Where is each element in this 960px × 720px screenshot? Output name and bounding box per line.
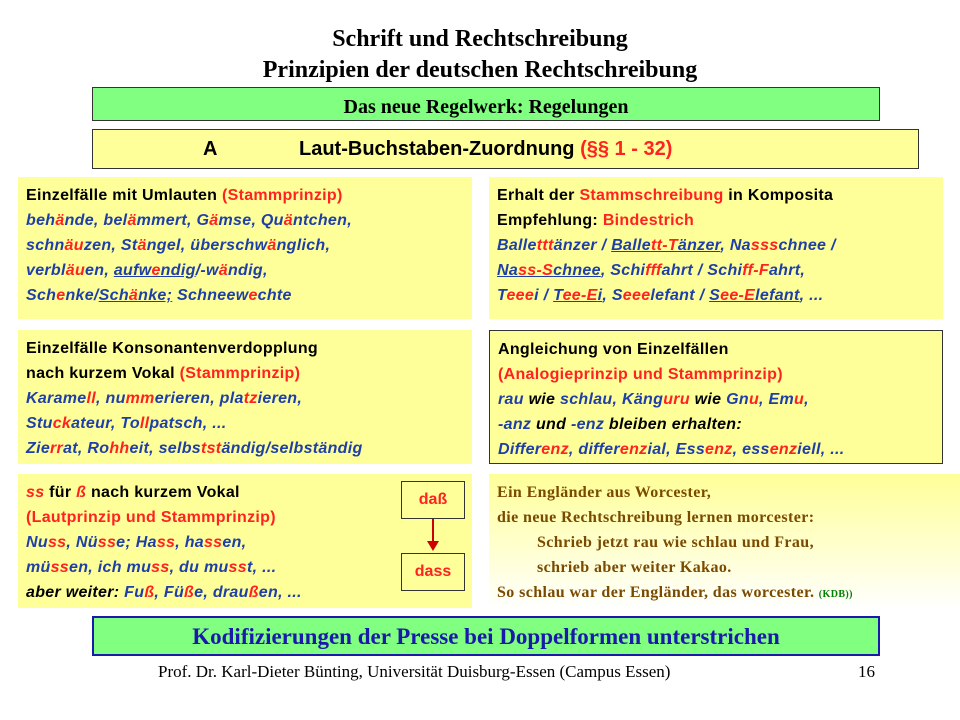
ss-heading-c: ß (76, 484, 87, 501)
angleichung-line-2 (498, 412, 934, 437)
konsonanten-heading: Einzelfälle Konsonantenverdopplung (26, 340, 318, 357)
ss-principle: (Lautprinzip und Stammprinzip) (26, 509, 276, 526)
umlaut-line-3: verbläuen, aufwendig/-wändig, (26, 262, 268, 279)
w: -enz (570, 416, 605, 433)
komposita-heading-c: in Komposita (723, 187, 834, 204)
ss-line-2: müssen, ich muss, du musst, ... (26, 559, 277, 576)
konsonanten-line-2: Stuckateur, Tollpatsch, ... (26, 415, 227, 432)
regelwerk-banner: Das neue Regelwerk: Regelungen (92, 87, 880, 121)
ss-heading-a: ss (26, 484, 45, 501)
section-a-bar (92, 129, 919, 169)
komposita-line-2: Nass-Schnee, Schifffahrt / Schiff-Fahrt, (497, 262, 806, 279)
poem-source: (KDB)) (818, 589, 853, 600)
umlaut-line-1: behände, belämmert, Gämse, Quäntchen, (26, 212, 352, 229)
ss-line-1: Nuss, Nüsse; Hass, hassen, (26, 534, 247, 551)
komposita-heading-b: Stammschreibung (579, 187, 724, 204)
w: und (535, 416, 567, 433)
section-range: (§§ 1 - 32) (580, 138, 673, 160)
komposita-heading-a: Erhalt der (497, 187, 580, 204)
umlaut-line-4: Schenke/Schänke; Schneewechte (26, 287, 292, 304)
angleichung-principle: (Analogieprinzip und Stammprinzip) (498, 366, 783, 383)
section-letter: A (203, 138, 218, 160)
komposita-line-3: Teeei / Tee-Ei, Seeelefant / See-Elefant, ... (497, 287, 824, 304)
w: schlau (560, 391, 613, 408)
footer-author: Prof. Dr. Karl-Dieter Bünting, Universität Duisburg-Essen (Campus Essen) (158, 662, 671, 681)
poem-line: Schrieb jetzt rau wie schlau und Frau, (537, 534, 814, 551)
slide-title: Schrift und Rechtschreibung (332, 26, 628, 52)
empfehlung-value: Bindestrich (602, 212, 695, 229)
w: rau (498, 391, 524, 408)
poem-line: So schlau war der Engländer, das worcester. (497, 584, 815, 601)
ss-line-3: aber weiter: Fuß, Füße, draußen, ... (26, 584, 302, 601)
empfehlung-label: Empfehlung: (497, 212, 603, 229)
page-number: 16 (858, 662, 875, 681)
angleichung-box (489, 330, 943, 464)
komposita-line-1: Balletttänzer / Ballett-Tänzer, Nassschnee / (497, 237, 836, 254)
komposita-box (489, 177, 943, 319)
new-spelling-tag: dass (401, 553, 465, 591)
w: -anz (498, 416, 532, 433)
umlaut-principle: (Stammprinzip) (221, 187, 343, 204)
umlaut-line-2: schnäuzen, Stängel, überschwänglich, (26, 237, 331, 254)
angleichung-line-3: Differenz, differenzial, Essenz, essenziell, ... (498, 441, 845, 458)
section-title-wrap (299, 130, 672, 168)
poem-last-line (497, 580, 957, 607)
w: wie (528, 391, 556, 408)
angleichung-heading: Angleichung von Einzelfällen (498, 341, 729, 358)
konsonanten-principle: (Stammprinzip) (179, 365, 301, 382)
umlaut-box (18, 177, 472, 319)
poem (497, 480, 957, 607)
konsonanten-line-3: Zierrat, Rohheit, selbstständig/selbständig (26, 440, 363, 457)
slide-subtitle: Prinzipien der deutschen Rechtschreibung (262, 57, 698, 83)
poem-line: Ein Engländer aus Worcester, (497, 484, 712, 501)
angleichung-line-1: rau wie schlau, Känguru wie Gnu, Emu, (498, 391, 809, 408)
section-title: Laut-Buchstaben-Zuordnung (299, 138, 575, 160)
umlaut-heading: Einzelfälle mit Umlauten (26, 187, 222, 204)
arrow-down-icon (421, 519, 445, 553)
old-spelling-tag: daß (401, 481, 465, 519)
w: aber weiter: (26, 584, 120, 601)
poem-line: schrieb aber weiter Kakao. (537, 559, 732, 576)
kodifizierungen-banner: Kodifizierungen der Presse bei Doppelformen unterstrichen (92, 616, 880, 656)
ss-heading-b: für (44, 484, 77, 501)
konsonanten-line-1: Karamell, nummerieren, platzieren, (26, 390, 303, 407)
poem-line: die neue Rechtschreibung lernen morcester: (497, 509, 815, 526)
ss-heading-d: nach kurzem Vokal (86, 484, 240, 501)
konsonanten-sub: nach kurzem Vokal (26, 365, 180, 382)
w: bleiben erhalten: (608, 416, 743, 433)
konsonanten-box (18, 330, 472, 464)
